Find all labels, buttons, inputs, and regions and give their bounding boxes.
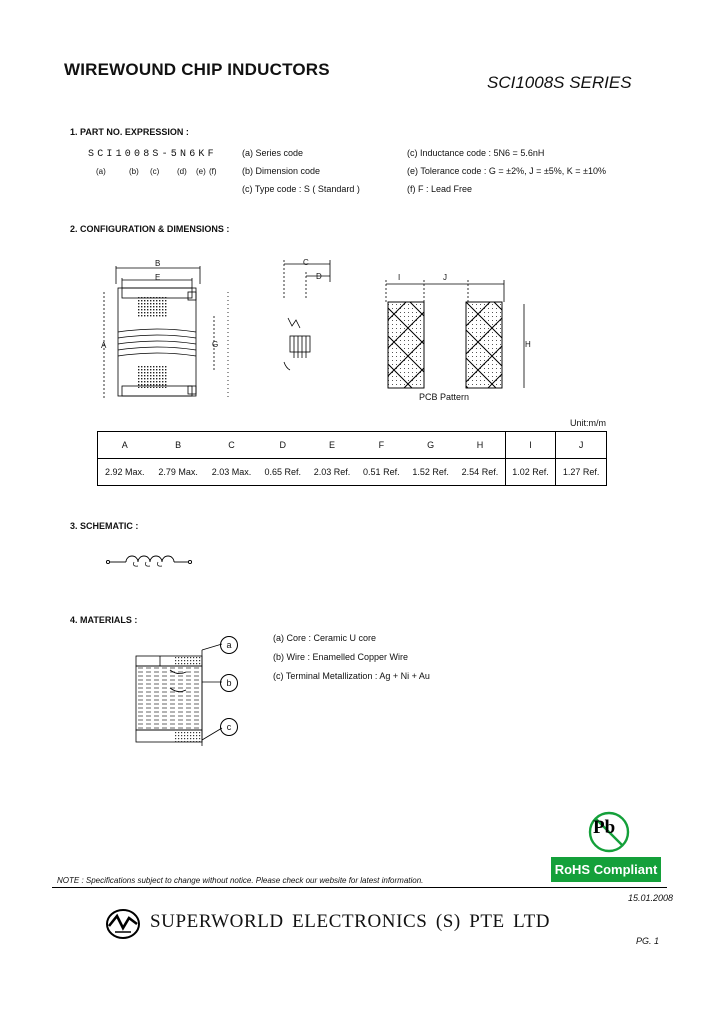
part-number: SCI1008S-5N6KF xyxy=(88,149,217,160)
rohs-compliant-badge: RoHS Compliant xyxy=(551,857,661,882)
dim-label-h: H xyxy=(525,340,531,349)
section-4-heading: 4. MATERIALS : xyxy=(70,615,138,625)
part-letter-b: (b) xyxy=(129,167,139,176)
material-item-a: (a) Core : Ceramic U core xyxy=(273,633,377,643)
page-number: PG. 1 xyxy=(636,936,660,946)
table-cell: 0.51 Ref. xyxy=(357,459,406,486)
document-date: 15.01.2008 xyxy=(628,893,674,903)
table-row xyxy=(98,459,607,486)
dim-label-j: J xyxy=(443,273,447,282)
table-header-cell: E xyxy=(307,432,356,459)
code-item-f: (f) F : Lead Free xyxy=(407,184,473,194)
part-letter-a: (a) xyxy=(96,167,106,176)
dim-label-i: I xyxy=(398,273,401,282)
pcb-pattern-drawing xyxy=(380,272,540,392)
top-view-drawing xyxy=(96,252,236,402)
part-letter-f: (f) xyxy=(209,167,217,176)
footer-divider xyxy=(52,887,667,888)
part-letter-e: (e) xyxy=(196,167,206,176)
table-header-cell: F xyxy=(357,432,406,459)
table-header-row xyxy=(98,432,607,459)
side-view-drawing xyxy=(270,258,340,388)
section-3-heading: 3. SCHEMATIC : xyxy=(70,521,139,531)
table-cell: 1.02 Ref. xyxy=(505,459,556,486)
lead-symbol: Pb xyxy=(593,817,616,838)
table-cell: 2.92 Max. xyxy=(98,459,152,486)
pcb-pattern-label: PCB Pattern xyxy=(419,392,470,402)
code-item-a: (a) Series code xyxy=(242,148,304,158)
callout-a: a xyxy=(220,636,238,654)
series-name: SCI1008S SERIES xyxy=(487,73,632,92)
section-1-heading: 1. PART NO. EXPRESSION : xyxy=(70,127,189,137)
unit-label: Unit:m/m xyxy=(570,418,606,428)
table-cell: 1.52 Ref. xyxy=(406,459,455,486)
dimensions-table xyxy=(97,431,607,486)
dim-label-g: G xyxy=(212,340,219,349)
code-item-c: (c) Type code : S ( Standard ) xyxy=(242,184,360,194)
table-cell: 2.03 Max. xyxy=(205,459,258,486)
dim-label-a: A xyxy=(101,341,107,350)
inductor-schematic xyxy=(104,552,196,572)
table-header-cell: A xyxy=(98,432,152,459)
table-header-cell: J xyxy=(556,432,607,459)
table-header-cell: B xyxy=(152,432,205,459)
section-2-heading: 2. CONFIGURATION & DIMENSIONS : xyxy=(70,224,230,234)
table-header-cell: H xyxy=(455,432,505,459)
table-cell: 1.27 Ref. xyxy=(556,459,607,486)
table-header-cell: I xyxy=(505,432,556,459)
code-item-b: (b) Dimension code xyxy=(242,166,321,176)
company-name: SUPERWORLD ELECTRONICS (S) PTE LTD xyxy=(150,911,551,932)
table-header-cell: G xyxy=(406,432,455,459)
dim-label-b: B xyxy=(155,259,161,268)
company-logo-icon xyxy=(105,908,141,940)
table-cell: 2.03 Ref. xyxy=(307,459,356,486)
document-title: WIREWOUND CHIP INDUCTORS xyxy=(64,60,330,79)
callout-c: c xyxy=(220,718,238,736)
table-header-cell: C xyxy=(205,432,258,459)
material-item-b: (b) Wire : Enamelled Copper Wire xyxy=(273,652,409,662)
code-item-e: (e) Tolerance code : G = ±2%, J = ±5%, K = ±10% xyxy=(407,166,607,176)
part-letter-d: (d) xyxy=(177,167,187,176)
code-item-d: (c) Inductance code : 5N6 = 5.6nH xyxy=(407,148,545,158)
dim-label-e: E xyxy=(155,273,161,282)
table-cell: 0.65 Ref. xyxy=(258,459,307,486)
footer-note: NOTE : Specifications subject to change without notice. Please check our website for latest information. xyxy=(57,876,424,885)
callout-b: b xyxy=(220,674,238,692)
material-item-c: (c) Terminal Metallization : Ag + Ni + Au xyxy=(273,671,430,681)
table-cell: 2.79 Max. xyxy=(152,459,205,486)
dim-label-c: C xyxy=(303,258,309,267)
table-header-cell: D xyxy=(258,432,307,459)
part-letter-c: (c) xyxy=(150,167,160,176)
dim-label-d: D xyxy=(316,272,322,281)
table-cell: 2.54 Ref. xyxy=(455,459,505,486)
